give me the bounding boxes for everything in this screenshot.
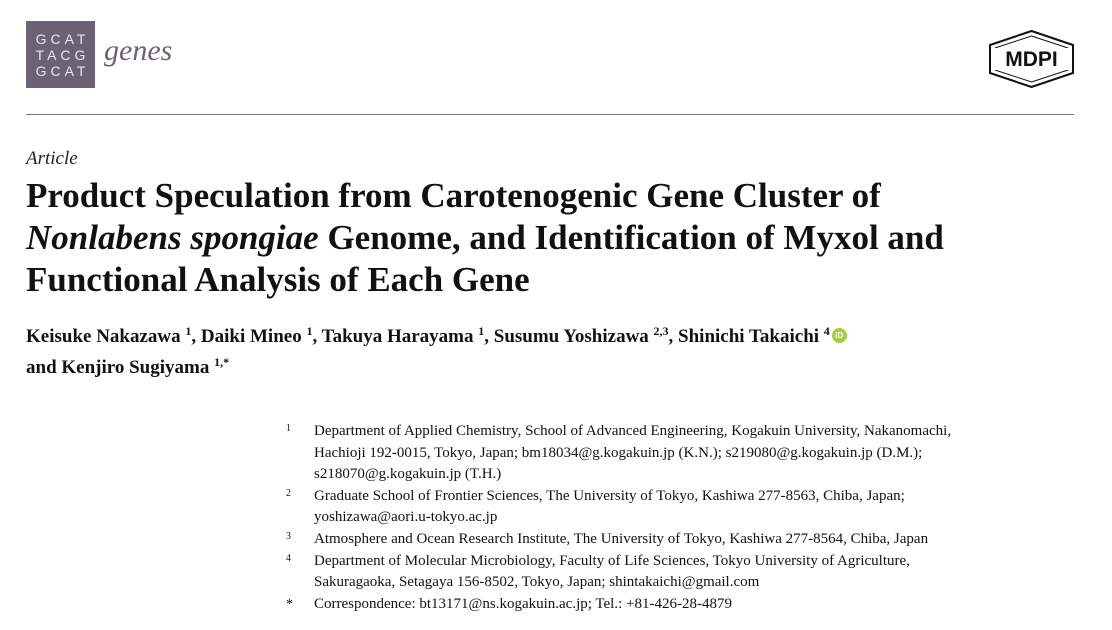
author-separator: , [668, 326, 679, 347]
journal-logo-row: GCAT [35, 30, 90, 47]
affiliation-number: 2 [286, 487, 291, 499]
affiliation-line: Sakuragaoka, Setagaya 156-8502, Tokyo, Japan; shintakaichi@gmail.com [314, 574, 760, 591]
title-line [26, 217, 1086, 259]
correspondence-marker: * [286, 596, 293, 612]
author-separator: , [484, 326, 494, 347]
affiliation-item [286, 486, 1076, 529]
affiliation-text [314, 529, 1076, 551]
author-affiliation-ref: 1 [306, 324, 313, 338]
affiliation-list [286, 421, 1076, 615]
affiliation-number: 1 [286, 423, 291, 434]
mdpi-logo-icon [989, 30, 1074, 88]
species-name: Nonlabens spongiae [26, 218, 319, 257]
affiliation-line: Hachioji 192-0015, Tokyo, Japan; bm18034@g.kogakuin.jp (K.N.); s219080@g.kogakuin.jp (D.M.); [314, 444, 923, 461]
affiliation-item [286, 551, 1076, 594]
affiliation-text [314, 551, 1076, 594]
author-affiliation-ref: 1,* [214, 355, 230, 369]
affiliation-line: Graduate School of Frontier Sciences, The University of Tokyo, Kashiwa 277-8563, Chiba, Japan; [314, 487, 905, 504]
author-name[interactable]: Shinichi Takaichi [678, 326, 820, 347]
author-name[interactable]: Keisuke Nakazawa [26, 326, 181, 347]
title-line: Functional Analysis of Each Gene [26, 260, 530, 299]
affiliation-number: 3 [286, 530, 291, 542]
correspondence-item [286, 594, 1076, 616]
author-line [26, 322, 1086, 353]
author-name[interactable]: Takuya Harayama [321, 326, 474, 347]
affiliation-number: 4 [286, 552, 291, 564]
author-separator: , [312, 326, 322, 347]
author-name[interactable]: Daiki Mineo [200, 326, 302, 347]
article-type: Article [26, 148, 78, 169]
publisher-name: MDPI [1005, 48, 1058, 71]
author-affiliation-ref: 4 [823, 324, 830, 338]
affiliation-text [314, 421, 1076, 486]
affiliation-line: Department of Applied Chemistry, School of Advanced Engineering, Kogakuin University, Nakanomachi, [314, 423, 952, 439]
correspondence-text [314, 594, 1076, 616]
title-text: Genome, and Identification of Myxol and [318, 218, 944, 257]
header-divider [26, 114, 1074, 115]
correspondence-line: Correspondence: bt13171@ns.kogakuin.ac.jp; Tel.: +81-426-28-4879 [314, 595, 732, 612]
author-affiliation-ref: 1 [185, 324, 192, 338]
journal-logo-row: TACG [35, 46, 90, 63]
journal-logo-row: GCAT [35, 62, 90, 79]
journal-name: genes [104, 34, 173, 67]
affiliation-item [286, 421, 1076, 486]
title-line: Product Speculation from Carotenogenic Gene Cluster of [26, 176, 881, 215]
affiliation-text [314, 486, 1076, 529]
author-affiliation-ref: 1 [478, 324, 485, 338]
journal-logo [26, 21, 95, 88]
author-separator: , [191, 326, 201, 347]
affiliation-line: s218070@g.kogakuin.jp (T.H.) [314, 466, 502, 483]
affiliation-line: Atmosphere and Ocean Research Institute, The University of Tokyo, Kashiwa 277-8564, Chiba, Japan [314, 530, 929, 547]
author-affiliation-ref: 2,3 [653, 324, 669, 338]
orcid-icon[interactable]: iD [832, 328, 847, 343]
affiliation-line: Department of Molecular Microbiology, Faculty of Life Sciences, Tokyo University of Agriculture, [314, 552, 910, 569]
author-name[interactable]: Susumu Yoshizawa [493, 326, 649, 347]
author-list [26, 322, 1086, 384]
author-line [26, 353, 1086, 384]
author-name[interactable]: and Kenjiro Sugiyama [26, 357, 210, 378]
affiliation-line: yoshizawa@aori.u-tokyo.ac.jp [314, 509, 498, 526]
article-title [26, 175, 1086, 301]
affiliation-item [286, 529, 1076, 551]
